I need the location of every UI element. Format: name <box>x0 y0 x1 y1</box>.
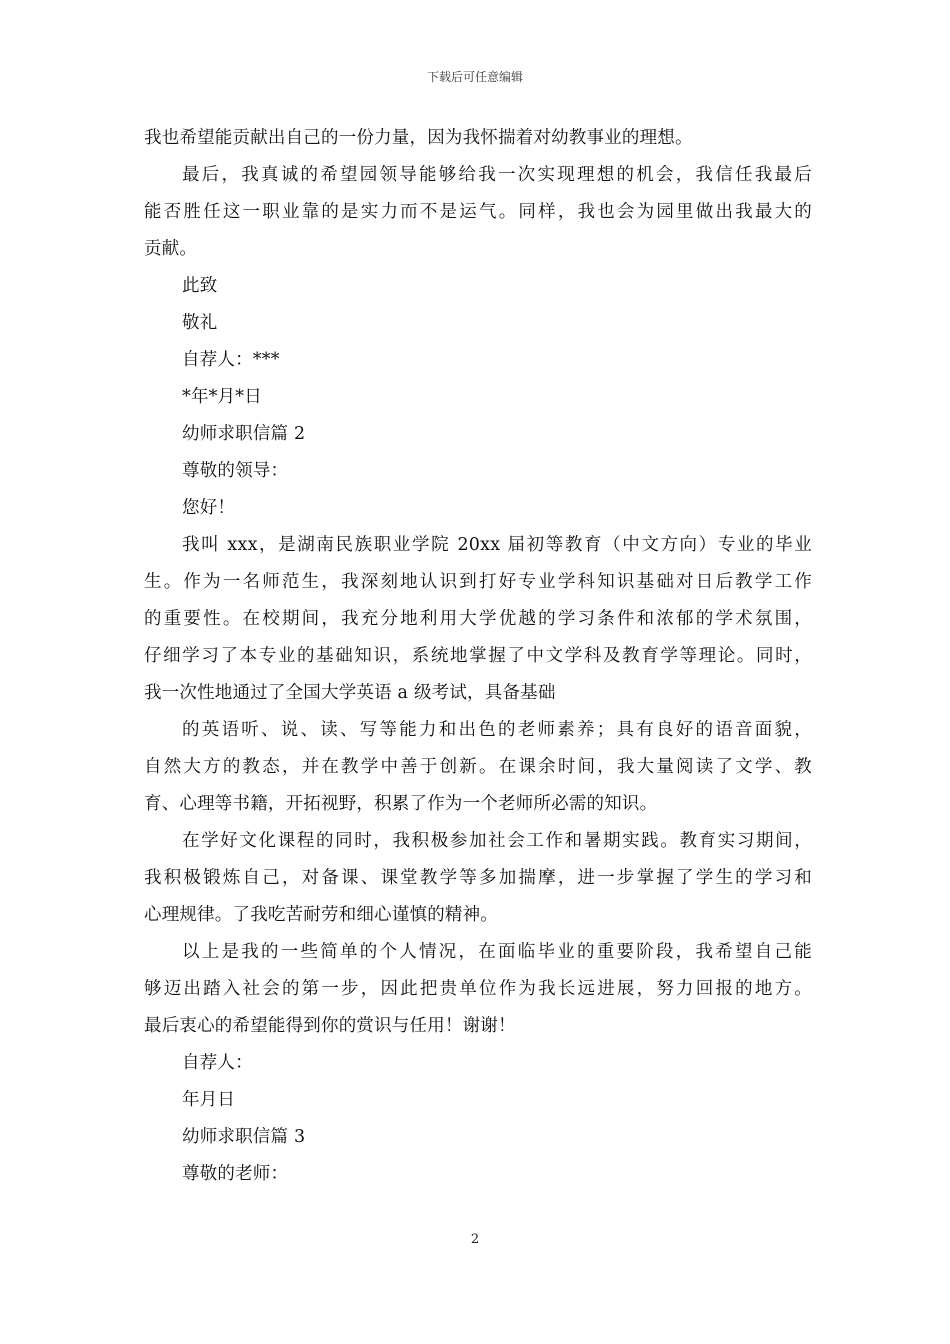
greeting-line: 您好！ <box>182 498 236 518</box>
paragraph-line: 最后衷心的希望能得到你的赏识与任用！谢谢！ <box>144 1016 516 1036</box>
paragraph-line: 生。作为一名师范生，我深刻地认识到打好专业学科知识基础对日后教学工作 <box>144 572 812 592</box>
paragraph-line: 的英语听、说、读、写等能力和出色的老师素养；具有良好的语音面貌， <box>182 720 812 740</box>
paragraph-line: 育、心理等书籍，开拓视野，积累了作为一个老师所必需的知识。 <box>144 794 658 814</box>
paragraph-line: 心理规律。了我吃苦耐劳和细心谨慎的精神。 <box>144 905 498 925</box>
paragraph-line: 我一次性地通过了全国大学英语 a 级考试，具备基础 <box>144 683 556 703</box>
document-body <box>144 120 812 1193</box>
date-line: 年月日 <box>182 1090 236 1110</box>
greeting-line: 尊敬的领导： <box>182 461 289 481</box>
paragraph-line: 能否胜任这一职业靠的是实力而不是运气。同样，我也会为园里做出我最大的 <box>144 202 812 222</box>
paragraph-line: 以上是我的一些简单的个人情况，在面临毕业的重要阶段，我希望自己能 <box>182 942 812 962</box>
paragraph-line: 我积极锻炼自己，对备课、课堂教学等多加揣摩，进一步掌握了学生的学习和 <box>144 868 812 888</box>
paragraph-line: 最后，我真诚的希望园领导能够给我一次实现理想的机会，我信任我最后 <box>182 165 812 185</box>
signature-line: 自荐人：*** <box>182 350 280 370</box>
paragraph-line: 够迈出踏入社会的第一步，因此把贵单位作为我长远进展，努力回报的地方。 <box>144 979 812 999</box>
paragraph-line: 的重要性。在校期间，我充分地利用大学优越的学习条件和浓郁的学术氛围， <box>144 609 812 629</box>
paragraph-line: 仔细学习了本专业的基础知识，系统地掌握了中文学科及教育学等理论。同时， <box>144 646 812 666</box>
paragraph-line: 在学好文化课程的同时，我积极参加社会工作和暑期实践。教育实习期间， <box>182 831 812 851</box>
signature-line: 自荐人： <box>182 1053 253 1073</box>
date-line: *年*月*日 <box>182 387 262 407</box>
section-title: 幼师求职信篇 2 <box>182 424 306 444</box>
paragraph-line: 我也希望能贡献出自己的一份力量，因为我怀揣着对幼教事业的理想。 <box>144 128 693 148</box>
greeting-line: 尊敬的老师： <box>182 1164 289 1184</box>
closing-salutation: 此致 <box>182 276 218 296</box>
section-title: 幼师求职信篇 3 <box>182 1127 306 1147</box>
closing-regards: 敬礼 <box>182 313 218 333</box>
paragraph-line: 自然大方的教态，并在教学中善于创新。在课余时间，我大量阅读了文学、教 <box>144 757 812 777</box>
page-number: 2 <box>470 1232 480 1247</box>
paragraph-line: 贡献。 <box>144 239 198 259</box>
paragraph-line: 我叫 xxx，是湖南民族职业学院 20xx 届初等教育（中文方向）专业的毕业 <box>182 535 812 555</box>
header-note: 下载后可任意编辑 <box>426 70 523 84</box>
